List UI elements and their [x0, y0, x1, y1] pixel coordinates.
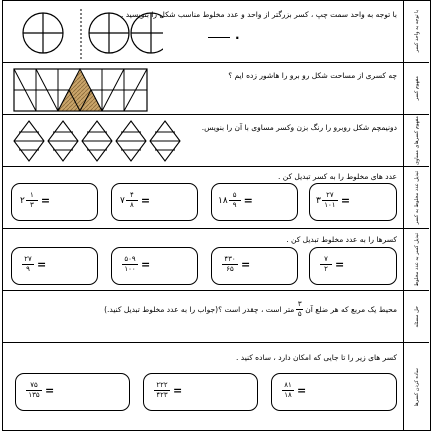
worksheet — [2, 0, 431, 431]
fraction: ۸۱ ۱۸ = — [282, 382, 306, 399]
question-text: با توجه به واحد سمت چپ ، کسر بزرگتر از واحد و عدد مخلوط مناسب شکل را بنویسید . — [120, 10, 397, 19]
hatched-triangle-figure — [13, 68, 148, 112]
topic-label: مفهوم کسر — [403, 63, 429, 114]
answer-box[interactable] — [111, 247, 198, 285]
answer-box[interactable] — [211, 183, 298, 221]
mixed-number: ۳ ۲۷ ۱۰۱ = — [316, 191, 351, 209]
question-row-2 — [3, 63, 429, 115]
topic-label: با توجه به واحد کسر — [403, 1, 429, 62]
topic-label: مفهوم کسرهای مساوی — [403, 115, 429, 166]
answer-box[interactable] — [143, 373, 258, 411]
question-text: چه کسری از مساحت شکل رو برو را هاشور زده ایم ؟ — [228, 71, 397, 80]
circle-fraction-figure — [13, 9, 163, 59]
mixed-number: ۱۸ ۵ ۹ = — [218, 191, 253, 209]
question-row-3 — [3, 115, 429, 167]
answer-box[interactable] — [11, 183, 98, 221]
fraction: ۷۵ ۱۳۵ = — [26, 382, 54, 399]
answer-blank[interactable] — [208, 37, 230, 38]
answer-box[interactable] — [309, 247, 397, 285]
mixed-number: ۲ ۱ ۳ = — [20, 191, 51, 209]
question-text: کسر های زیر را تا جایی که امکان دارد ، ساده کنید . — [236, 353, 397, 362]
answer-box[interactable] — [271, 373, 397, 411]
question-row-1 — [3, 1, 429, 63]
topic-label: تبدیل عدد مخلوط به کسر — [403, 167, 429, 228]
fraction: ۴۳۰ ۶۵ = — [222, 256, 250, 273]
answer-box[interactable] — [211, 247, 298, 285]
answer-box[interactable] — [309, 183, 397, 221]
fraction: ۷ ۲ = — [320, 256, 344, 273]
answer-box[interactable] — [11, 247, 98, 285]
question-text: دونیمچم شکل روبرو را رنگ بزن وکسر مساوی با آن را بنویس. — [201, 123, 397, 132]
rhombus-figure — [13, 119, 183, 165]
fraction: ۵۰۹ ۱۰۰ = — [122, 256, 150, 273]
question-row-5 — [3, 229, 429, 291]
question-row-4 — [3, 167, 429, 229]
answer-box[interactable] — [111, 183, 198, 221]
side-length-fraction: ۳ ۵ — [297, 300, 302, 318]
topic-label: تبدیل کسر به عدد مخلوط — [403, 229, 429, 290]
mixed-number: ۷ ۴ ۸ = — [120, 191, 151, 209]
question-text: کسرها را به عدد مخلوط تبدیل کن . — [286, 235, 397, 244]
fraction: ۲۲۲ ۴۲۳ = — [154, 382, 182, 399]
question-row-6 — [3, 291, 429, 343]
question-row-7 — [3, 343, 429, 431]
answer-dot: . — [235, 28, 240, 42]
answer-box[interactable] — [15, 373, 130, 411]
question-text: محیط یک مربع که هر ضلع آن ۳ ۵ متر است ، چقدر است ؟(جواب را به عدد مخلوط تبدیل کنید.) — [104, 300, 397, 318]
question-text: عدد های مخلوط را به کسر تبدیل کن . — [277, 172, 397, 181]
fraction: ۲۷ ۹ = — [22, 256, 46, 273]
topic-label: حل مسئله — [403, 291, 429, 342]
topic-label: ساده کردن کسرها — [403, 343, 429, 431]
